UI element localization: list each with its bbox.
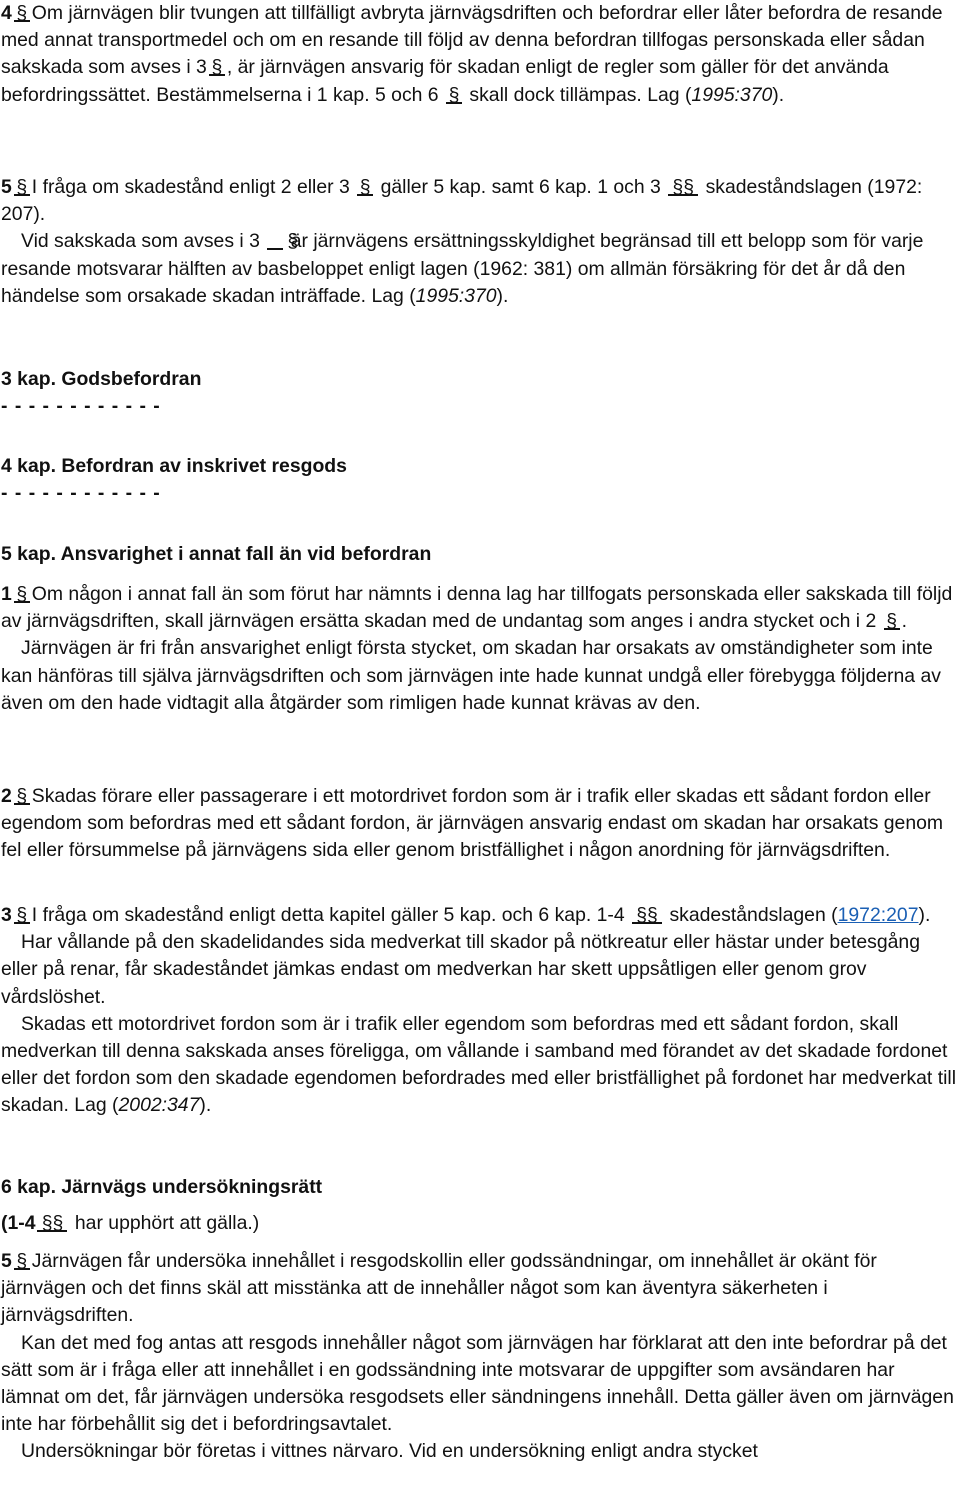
chapter-3 (1, 366, 958, 420)
section-2-4 (1, 0, 958, 109)
section-number: 3 (1, 904, 12, 926)
section-sign (446, 88, 462, 104)
paragraph-text: skadeståndslagen ( (669, 904, 838, 926)
paragraph (1, 0, 958, 109)
chapter-heading: 3 kap. Godsbefordran (1, 368, 202, 390)
paragraph-text: ). (772, 83, 785, 106)
chapter-6-heading (1, 1174, 958, 1201)
paragraph-text: är järnvägens ersättningsskyldighet begränsad till ett belopp som för varje resande motsvarar hälften av basbeloppet enligt lagen (1962: 381) om allmän försäkring för det år då den händelse som orsakade skadan inträffade. Lag ( (1, 230, 924, 307)
law-link[interactable]: 1972:207 (837, 904, 919, 926)
chapter-heading: 6 kap. Järnvägs undersökningsrätt (1, 1176, 323, 1198)
law-reference: 1995:370 (691, 83, 773, 106)
omitted-text-dashes: - - - - - - - - - - - - (1, 395, 161, 418)
paragraph-text: ). (496, 284, 509, 307)
section-sign (668, 180, 698, 196)
paragraph-text: I fråga om skadestånd enligt 2 eller 3 (31, 176, 350, 198)
paragraph (1, 228, 958, 310)
paragraph: Kan det med fog antas att resgods innehåller något som järnvägen har förklarat att den inte befordrar på det sätt som är i fråga eller att innehållet i en godssändning inte motsvarar de uppgifter som avsändaren har lämnat om det, får järnvägen undersöka resgodsets eller sändningens innehåll. Detta gäller även om järnvägen inte har förbehållit sig det i befordringsavtalet. (1, 1331, 954, 1436)
paragraph-text: skadeståndslagen (1972: 207). (1, 176, 923, 226)
section-5-1 (1, 581, 958, 717)
law-reference: 2002:347 (118, 1094, 200, 1117)
section-number: 2 (1, 785, 12, 807)
omitted-text-dashes: - - - - - - - - - - - - (1, 482, 161, 505)
section-sign (357, 180, 373, 196)
paragraph (1, 1011, 958, 1120)
paragraph-text: ). (199, 1094, 212, 1117)
section-number: 4 (1, 2, 12, 24)
section-sign (267, 234, 283, 250)
paragraph-text: Om någon i annat fall än som förut har nämnts i denna lag har tillfogats personskada eller sakskada till följd av järnvägsdriften, skall järnvägen ersätta skadan med de undantag som anges i andra stycket och i 2 (1, 583, 953, 633)
paragraph-text: , är järnvägen ansvarig för skadan enligt de regler som gäller för det använda befordringssättet. Bestämmelserna i 1 kap. 5 och 6 (1, 56, 889, 106)
paragraph-text: ). (918, 904, 931, 926)
section-number: 1 (1, 583, 12, 605)
section-sign (14, 587, 30, 603)
section-sign (209, 60, 225, 76)
paragraph-text: Skadas ett motordrivet fordon som är i trafik eller egendom som befordras med ett sådant fordon, skall medverkan till denna sakskada anses föreligga, om vållande i samband med förandet av det skadade fordonet eller det fordon som den skadade egendomen befordrades med eller bristfällighet på fordonet har medverkat till skadan. Lag ( (1, 1012, 957, 1117)
section-number: 5 (1, 1250, 12, 1272)
paragraph (1, 581, 958, 635)
paragraph (1, 783, 958, 865)
paragraph (1, 1248, 958, 1330)
paragraph-text: gäller 5 kap. samt 6 kap. 1 och 3 (380, 176, 661, 198)
paragraph-text: skall dock tillämpas. Lag ( (469, 83, 692, 106)
repealed-sections: (1-4 (1, 1212, 36, 1234)
paragraph: Har vållande på den skadelidandes sida medverkat till skador på nötkreatur eller hästar under betesgång eller på renar, får skadeståndet jämkas endast om medverkan har skett uppsåtligen eller genom grov vårdslöshet. (1, 931, 920, 1008)
section-sign (14, 180, 30, 196)
paragraph-text: Om järnvägen blir tvungen att tillfälligt avbryta järnvägsdriften och befordrar eller låter befordra de resande med annat transportmedel och om en resande till följd av denna befordran tillfogas personskada eller sådan sakskada som avses i 3 (1, 2, 943, 79)
section-6-5 (1, 1248, 958, 1466)
paragraph-text: . (901, 610, 908, 633)
paragraph: Undersökningar bör företas i vittnes närvaro. Vid en undersökning enligt andra stycket (21, 1440, 758, 1463)
section-sign (14, 1254, 30, 1270)
chapter-4 (1, 453, 958, 507)
paragraph (1, 902, 958, 929)
repealed-note (1, 1210, 958, 1237)
chapter-5-heading (1, 541, 958, 568)
paragraph (1, 1210, 958, 1237)
paragraph-text: har upphört att gälla.) (74, 1212, 260, 1234)
paragraph-text: I fråga om skadestånd enligt detta kapitel gäller 5 kap. och 6 kap. 1-4 (31, 904, 625, 926)
paragraph-text: Vid sakskada som avses i 3 (21, 230, 260, 253)
section-5-3 (1, 902, 958, 1120)
chapter-heading: 4 kap. Befordran av inskrivet resgods (1, 455, 347, 477)
section-5-2 (1, 783, 958, 865)
section-sign (14, 6, 30, 22)
section-sign (14, 789, 30, 805)
paragraph-text: Järnvägen får undersöka innehållet i resgodskollin eller godssändningar, om innehållet är okänt för järnvägen och det finns skäl att misstänka att de innehåller något som kan äventyra säkerheten i järnvägsdriften. (1, 1250, 877, 1327)
section-sign (37, 1216, 67, 1232)
section-sign (632, 908, 662, 924)
section-2-5 (1, 174, 958, 310)
paragraph: Järnvägen är fri från ansvarighet enligt första stycket, om skadan har orsakats av omständigheter som inte kan hänföras till själva järnvägsdriften och som järnvägen inte hade kunnat undgå eller förebygga följderna av även om den hade vidtagit alla åtgärder som rimligen hade kunnat krävas av den. (1, 637, 941, 714)
section-sign (884, 614, 900, 630)
section-sign (14, 908, 30, 924)
section-number: 5 (1, 176, 12, 198)
paragraph-heading (1, 174, 958, 228)
paragraph-text: Skadas förare eller passagerare i ett motordrivet fordon som är i trafik eller skadas ett sådant fordon eller egendom som befordras med ett sådant fordon, är järnvägen ansvarig endast om skadan har orsakats genom fel eller försummelse på järnvägens sida eller genom bristfällighet i någon anordning för järnvägsdriften. (1, 785, 944, 862)
law-reference: 1995:370 (415, 284, 497, 307)
chapter-heading: 5 kap. Ansvarighet i annat fall än vid befordran (1, 543, 432, 565)
